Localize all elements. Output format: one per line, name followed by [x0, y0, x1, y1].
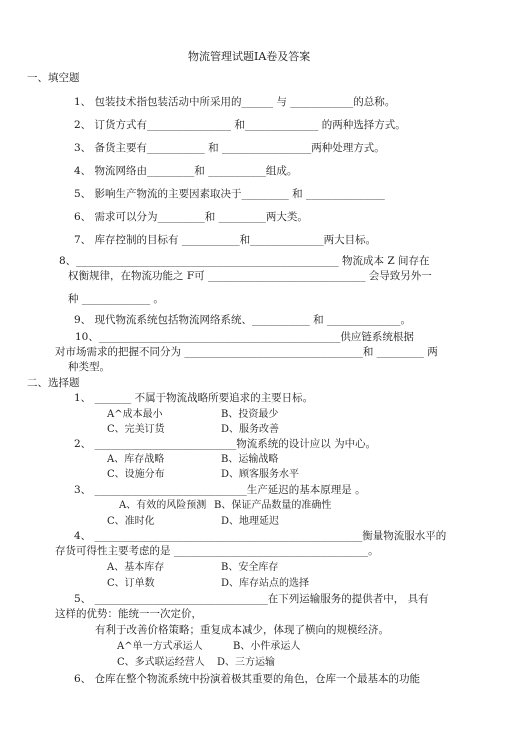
fill-question-10-line-3: 种类型。 — [68, 361, 110, 373]
fill-question-10-line-1: 10、______________________________________________供应链系统根据 — [75, 331, 414, 343]
choice-2-option-c: C、设施分布 — [107, 469, 165, 480]
fill-question-7: 7、 库存控制的目标有 ___________和______________两大目标。 — [74, 234, 377, 246]
choice-3-option-a: A、有效的风险预测 — [119, 500, 207, 511]
choice-2-option-d: D、顾客服务水平 — [221, 469, 300, 480]
choice-1-option-b: B、投资最少 — [221, 409, 279, 420]
choice-5-option-b: B、小件承运人 — [233, 641, 301, 652]
choice-3-option-d: D、地理延迟 — [221, 516, 280, 527]
fill-question-5: 5、 影响生产物流的主要因素取决于_________ 和 _______________ — [74, 188, 385, 200]
choice-question-6-line-1: 6、 仓库在整个物流系统中扮演着极其重要的角色，仓库一个最基本的功能 — [74, 673, 421, 685]
choice-question-4-line-2: 存货可得性主要考虑的是 _____________________________________。 — [55, 545, 379, 557]
choice-2-option-a: A、库存战略 — [107, 454, 165, 465]
choice-5-option-a: A^单一方式承运人 — [117, 641, 203, 652]
choice-5-option-c: C、多式联运经营人 — [117, 657, 205, 668]
choice-4-option-c: C、订单数 — [107, 578, 155, 589]
choice-question-3: 3、 _____________________________生产延迟的基本原理是 。 — [74, 484, 366, 496]
choice-3-option-b: B、保证产品数量的准确性 — [214, 500, 332, 511]
fill-question-8-line-1: 8、__________________________________________________ 物流成本 Z 间存在 — [59, 255, 430, 267]
choice-1-option-d: D、服务改善 — [221, 424, 280, 435]
fill-question-1: 1、 包装技术指包装活动中所采用的______ 与 ____________的总称。 — [74, 96, 396, 108]
fill-question-6: 6、 需求可以分为_________和 _________两大类。 — [74, 211, 308, 223]
fill-question-4: 4、 物流网络由_________和 ___________组成。 — [74, 165, 298, 177]
choice-1-option-a: A^成本最小 — [107, 409, 163, 420]
fill-question-10-line-2: 对市场需求的把握不同分为 __________________________________和 _________ 两 — [55, 346, 438, 358]
choice-question-1: 1、 _______ 不属于物流战略所要追求的主要日标。 — [74, 392, 314, 404]
fill-question-9: 9、 现代物流系统包括物流网络系统、___________ 和 ______________。 — [74, 314, 411, 326]
section-heading-choice: 二、选择题 — [27, 377, 80, 389]
fill-question-8-line-3: 种 _____________ 。 — [68, 293, 164, 305]
choice-4-option-b: B、安全库存 — [221, 562, 279, 573]
choice-5-option-d: D、三方运输 — [217, 657, 276, 668]
choice-4-option-a: A、基本库存 — [107, 562, 165, 573]
choice-question-5-line-2: 这样的优势：能统一一次定价， — [55, 608, 202, 620]
choice-3-option-c: C、准时化 — [107, 516, 155, 527]
choice-2-option-b: B、运输战略 — [221, 454, 279, 465]
choice-question-5-line-1: 5、 _________________________________在下列运输服务的提供者中， 具有 — [74, 593, 429, 605]
choice-1-option-c: C、完美订货 — [107, 424, 165, 435]
fill-question-2: 2、 订货方式有________________ 和______________ 的两种选择方式。 — [74, 119, 406, 131]
choice-question-2: 2、 ___________________________物流系统的设计应以 为中心。 — [74, 438, 377, 450]
section-heading-fill: 一、填空题 — [27, 72, 80, 84]
choice-question-4-line-1: 4、 ___________________________________________________衡量物流服水平的 — [74, 530, 447, 542]
choice-question-5-line-3: 有利于改善价格策略；重复成本减少，体现了横向的规模经济。 — [95, 624, 389, 636]
fill-question-8-line-2: 权衡规律，在物流功能之 F可 ______________________________ 会导致另外一 — [68, 270, 432, 282]
fill-question-3: 3、 备货主要有___________ 和 _________________两种处理方式。 — [74, 142, 385, 154]
document-title: 物流管理试题IA卷及答案 — [188, 50, 311, 63]
choice-4-option-d: D、库存站点的选择 — [221, 578, 310, 589]
